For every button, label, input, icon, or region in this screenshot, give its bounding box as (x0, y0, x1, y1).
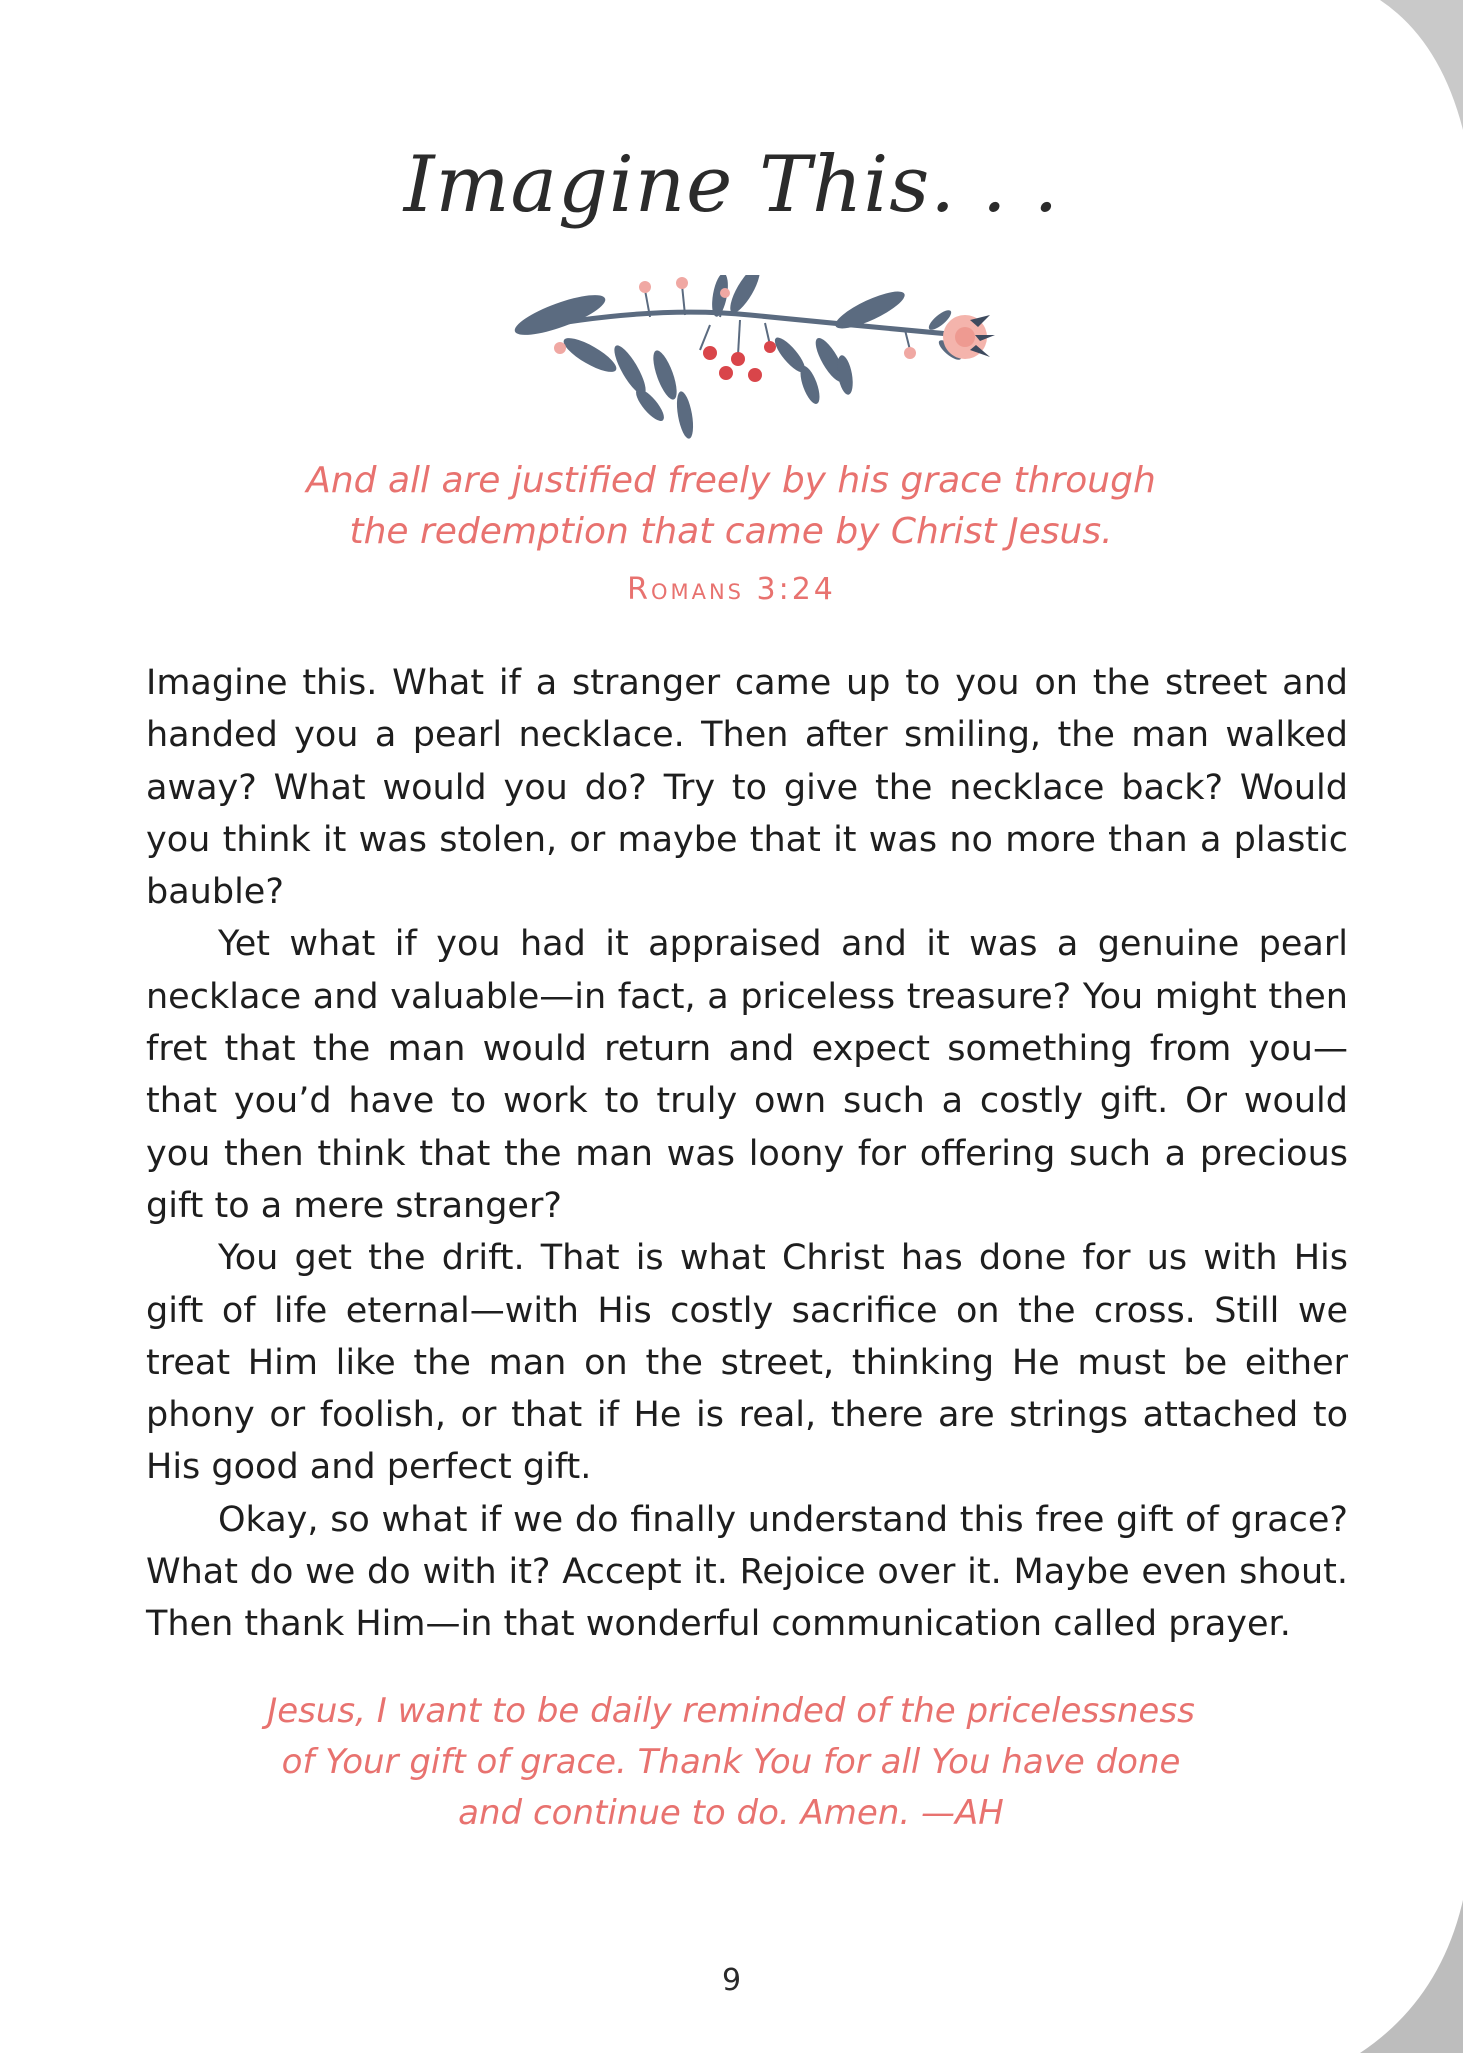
prayer-line-1: Jesus, I want to be daily reminded of the pricelessness (267, 1691, 1195, 1731)
prayer-line-2: of Your gift of grace. Thank You for all You have done (281, 1742, 1181, 1782)
body-paragraph-4: Okay, so what if we do finally understand this free gift of grace? What do we do with it? Accept it. Rejoice over it. Maybe even shout. Then thank Him—in that wonderful communication called prayer. (146, 1499, 1348, 1645)
page-title: Imagine This. . . (403, 140, 1060, 230)
verse-line-1: And all are justified freely by his grace through (306, 460, 1156, 501)
body-paragraph-1: Imagine this. What if a stranger came up to you on the street and handed you a pearl necklace. Then after smiling, the man walked away? What would you do? Try to give the necklace back? Would you think it was stolen, or maybe that it was no more than a plastic bauble? (146, 663, 1348, 913)
devotional-body (146, 657, 1348, 1651)
scripture-verse (231, 455, 1231, 557)
page-number: 9 (721, 1963, 742, 1998)
verse-line-2: the redemption that came by Christ Jesus. (349, 511, 1113, 552)
verse-reference: Romans 3:24 (627, 572, 836, 607)
prayer-line-3: and continue to do. Amen. —AH (458, 1793, 1004, 1833)
body-paragraph-2: Yet what if you had it appraised and it was a genuine pearl necklace and valuable—in fact, a priceless treasure? You might then fret that the man would return and expect something from you—that you’d have to work to truly own such a costly gift. Or would you then think that the man was loony for offering such a precious gift to a mere stranger? (146, 924, 1348, 1226)
floral-vine-ornament-icon (500, 275, 1000, 445)
body-paragraph-3: You get the drift. That is what Christ has done for us with His gift of life eternal—with His costly sacrifice on the cross. Still we treat Him like the man on the street, thinking He must be either phony or foolish, or that if He is real, there are strings attached to His good and perfect gift. (146, 1238, 1348, 1488)
closing-prayer (231, 1686, 1231, 1839)
